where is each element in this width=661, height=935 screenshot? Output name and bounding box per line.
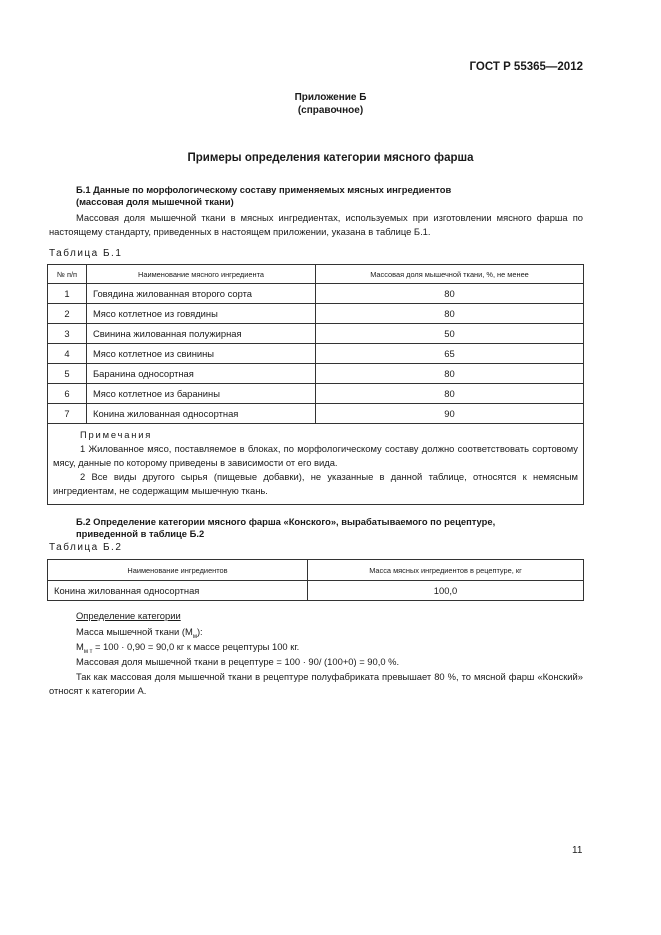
table-row: [48, 404, 584, 424]
section1-heading: [76, 184, 586, 208]
table2: [47, 559, 584, 601]
table-row: [48, 284, 584, 304]
table-row: [48, 581, 584, 601]
notes-title: Примечания: [80, 429, 153, 440]
table2-header-name: Наименование ингредиентов: [48, 560, 308, 581]
section2-heading: [76, 516, 586, 540]
table1-notes-row: [48, 424, 584, 505]
calc-fraction-line: Массовая доля мышечной ткани в рецептуре = 100 · 90/ (100+0) = 90,0 %.: [76, 656, 400, 667]
table1-caption: Таблица Б.1: [49, 248, 123, 259]
table1-notes: [48, 424, 584, 505]
table1: [47, 264, 584, 505]
ingredient-name: Конина жилованная односортная: [87, 404, 316, 424]
section1-heading-line2: (массовая доля мышечной ткани): [76, 196, 234, 207]
table-row: [48, 324, 584, 344]
table2-header-value: Масса мясных ингредиентов в рецептуре, кг: [308, 560, 584, 581]
page-number: 11: [572, 845, 583, 856]
muscle-share: 80: [316, 384, 584, 404]
note-2: 2 Все виды другого сырья (пищевые добавки), не указанные в данной таблице, относятся к немясным ингредиентам, не содержащим мышечную ткань.: [53, 471, 578, 496]
ingredient-name: Мясо котлетное из говядины: [87, 304, 316, 324]
muscle-share: 80: [316, 284, 584, 304]
ingredient-name: Баранина односортная: [87, 364, 316, 384]
calc-heading: Определение категории: [76, 610, 181, 621]
ingredient-name: Мясо котлетное из свинины: [87, 344, 316, 364]
main-title: Примеры определения категории мясного фарша: [187, 152, 474, 164]
muscle-share: 65: [316, 344, 584, 364]
muscle-share: 80: [316, 304, 584, 324]
appendix-subtitle: (справочное): [297, 105, 364, 116]
note-1: 1 Жилованное мясо, поставляемое в блоках, по морфологическому составу должно соответствовать сортовому мясу, данные по которому приведены в зависимости от его вида.: [53, 443, 578, 468]
table1-header-name: Наименование мясного ингредиента: [87, 265, 316, 284]
table1-header-value: Массовая доля мышечной ткани, %, не менее: [316, 265, 584, 284]
ingredient-name: Конина жилованная односортная: [48, 581, 308, 601]
section1-paragraph: Массовая доля мышечной ткани в мясных ингредиентах, используемых при изготовлении мясного фарша по настоящему стандарту, приведенных в настоящем приложении, указана в таблице Б.1.: [49, 212, 583, 237]
row-number: 4: [48, 344, 87, 364]
ingredient-name: Мясо котлетное из баранины: [87, 384, 316, 404]
row-number: 5: [48, 364, 87, 384]
table-row: [48, 384, 584, 404]
row-number: 2: [48, 304, 87, 324]
row-number: 3: [48, 324, 87, 344]
table1-header-row: [48, 265, 584, 284]
table2-caption: Таблица Б.2: [49, 542, 123, 553]
table1-header-no: № п/п: [48, 265, 87, 284]
standard-code: ГОСТ Р 55365—2012: [469, 61, 583, 73]
ingredient-mass: 100,0: [308, 581, 584, 601]
appendix-title: Приложение Б: [294, 92, 367, 103]
muscle-share: 50: [316, 324, 584, 344]
section1-heading-line1: Б.1 Данные по морфологическому составу применяемых мясных ингредиентов: [76, 184, 452, 195]
appendix-heading: [0, 91, 661, 117]
table-row: [48, 344, 584, 364]
row-number: 6: [48, 384, 87, 404]
calc-mass-label: Масса мышечной ткани $(М_м)$:: [76, 626, 203, 640]
row-number: 7: [48, 404, 87, 424]
section2-heading-line1: Б.2 Определение категории мясного фарша «Конского», вырабатываемого по рецептуре,: [76, 516, 496, 527]
table-row: [48, 364, 584, 384]
row-number: 1: [48, 284, 87, 304]
ingredient-name: Свинина жилованная полужирная: [87, 324, 316, 344]
calc-conclusion: Так как массовая доля мышечной ткани в рецептуре полуфабриката превышает 80 %, то мясной фарш «Конский» относят к категории А.: [49, 671, 583, 696]
calc-mass-line: $М_{м т} = 100 \cdot 0,90 = 90,0$ кг к массе рецептуры 100 кг.: [76, 641, 300, 655]
muscle-share: 80: [316, 364, 584, 384]
ingredient-name: Говядина жилованная второго сорта: [87, 284, 316, 304]
table-row: [48, 304, 584, 324]
muscle-share: 90: [316, 404, 584, 424]
section2-heading-line2: приведенной в таблице Б.2: [76, 528, 205, 539]
table2-header-row: [48, 560, 584, 581]
